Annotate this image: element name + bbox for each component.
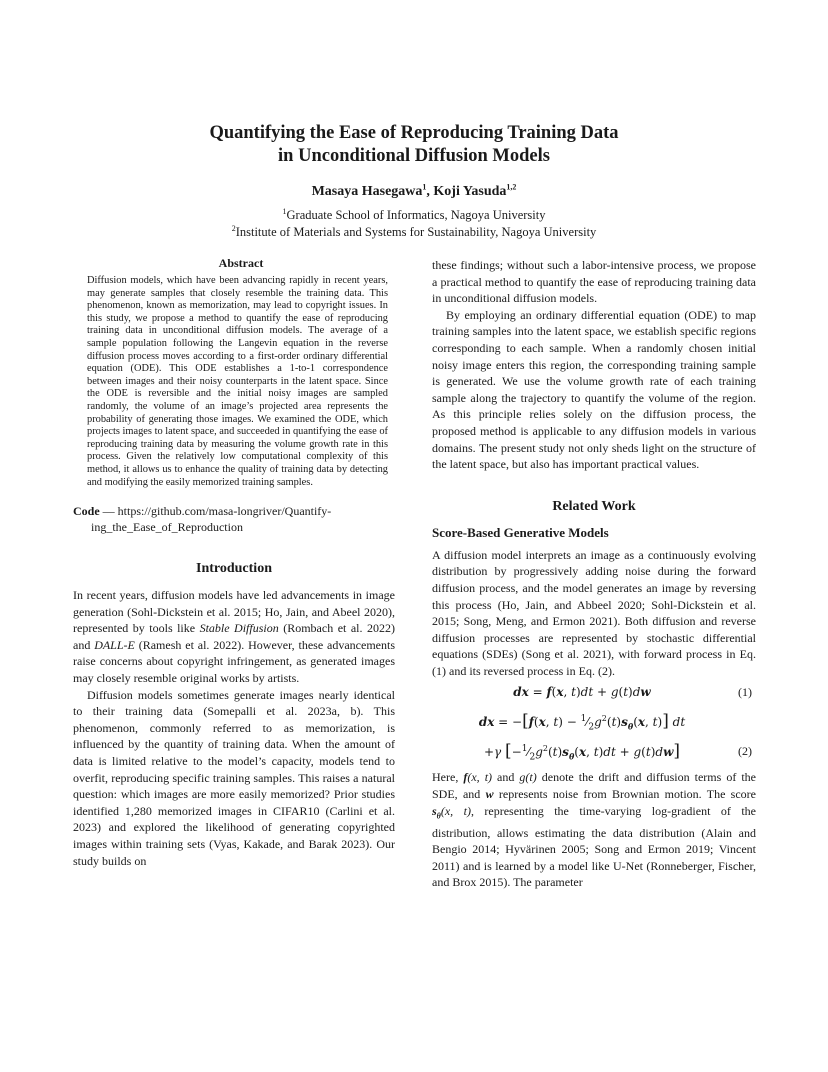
right-column [432,256,756,891]
section-heading-introduction: Introduction [196,561,272,577]
text-run: and [492,770,520,785]
paper-title [0,122,828,168]
code-url-part-1[interactable]: https://github.com/masa-longriver/Quantify- [117,504,332,519]
math-s: s [432,803,437,818]
code-link-line [73,503,395,535]
author-separator: , [426,184,434,199]
section-heading-related-work: Related Work [552,498,636,514]
emphasis-stable-diffusion: Stable Diffusion [199,621,279,636]
equation-2-number: (2) [738,744,752,759]
equation-2-body-line-2: +γ [$-^1⁄_2g^2(t)s_\theta(x$, t)dt + g(t)dw] [483,741,681,763]
author-list [0,184,828,200]
related-paragraph-1: A diffusion model interprets an image as a continuously evolving distribution by progressively adding noise during the forward diffusion process, and the model generates an image by reversing this process (Ho, Jain, and Abbeel 2020; Sohl-Dickstein et al. 2015; Song, Meng, and Ermon 2021). Both diffusion and reverse diffusion processes are represented by stochastic differential equations (SDEs) (Song et al. 2021), with forward process in Eq. (1) and its reversed process in Eq. (2). [432,547,756,678]
author-affiliation-mark: 1 [422,182,427,192]
text-run: (Rombach et al. 2022) and [73,621,395,652]
abstract-heading: Abstract [218,256,264,270]
equation-1 [432,683,756,705]
affiliation-mark: 2 [231,223,236,233]
affiliation-1 [0,208,828,223]
related-paragraph-2 [432,769,756,891]
author-affiliation-mark: 1,2 [506,182,517,192]
math-args: (x, t) [467,770,493,785]
math-args: (x, t) [440,803,471,818]
math-theta: θ [436,811,441,821]
affiliation-mark: 1 [282,206,287,216]
text-run: (Ramesh et al. 2022). However, these advancements raise concerns about copyright infringement, as generated images may closely resemble original works by artists. [73,637,395,686]
intro-paragraph-3: By employing an ordinary differential equation (ODE) to map training samples into the latent space, we establish specific regions corresponding to each sample. When a randomly chosen initial noisy image enters this region, the corresponding training sample is generated. We use the volume growth rate of each training sample along the trajectory to quantify the volume of the region. As this principle relies solely on the diffusion process, the proposed method is applicable to any diffusion models in various domains. The present study not only sheds light on the structure of the latent space, but also has important practical values. [432,307,756,472]
affiliation-2 [0,225,828,240]
text-run: denote the drift and diffusion terms of the SDE, and [432,770,757,802]
subsection-heading-score-based: Score-Based Generative Models [432,524,609,540]
math-f: f [463,770,468,785]
code-url-part-2[interactable]: ing_the_Ease_of_Reproduction [91,520,243,535]
intro-paragraph-1 [73,587,395,687]
text-run: represents noise from Brownian motion. The score [493,787,756,802]
equation-2-line-1 [432,705,756,735]
code-label: Code [73,504,100,519]
author-name: Masaya Hasegawa [311,184,423,199]
text-run: , representing the time-varying log-gradient of the distribution, allows estimating the data distribution (Alain and Bengio 2014; Hyvärinen 2005; Song and Ermon 2019; Vincent 2011) and is learned by a model like U-Net (Ronneberger, Fischer, and Brox 2015). The parameter [432,803,756,890]
text-run: Here, [432,770,464,785]
affiliation-text: Graduate School of Informatics, Nagoya University [286,208,546,222]
math-g: g(t) [519,770,537,785]
math-w: w [485,787,494,802]
text-run: In recent years, diffusion models have led advancements in image generation (Sohl-Dickstein et al. 2015; Ho, Jain, and Abeel 2020), represented by tools like [73,588,395,636]
code-separator: — [99,504,118,519]
author-name: Koji Yasuda [433,184,507,199]
intro-paragraph-2: Diffusion models sometimes generate images nearly identical to their training data (Somepalli et al. 2023a, b). This phenomenon, commonly referred to as memorization, is influenced by the quantity of training data. When the amount of data is limited relative to the model’s capacity, models tend to overfit, reproducing specific training samples. This raises a natural question: which images are more easily memorized? Prior studies identified 1,280 memorized images in CIFAR10 (Carlini et al. 2023) and explored the likelihood of generating copyrighted images within training sets (Vyas, Kakade, and Barak 2023). Our study builds on [73,687,395,868]
title-line-1: Quantifying the Ease of Reproducing Training Data [209,123,619,143]
intro-paragraph-2-continued: these findings; without such a labor-intensive process, we propose a practical method to quantify the ease of reproducing training data in unconditional diffusion models. [432,258,756,306]
title-line-2: in Unconditional Diffusion Models [278,146,550,166]
affiliation-text: Institute of Materials and Systems for Sustainability, Nagoya University [235,225,597,239]
left-column [73,256,395,869]
abstract-text: Diffusion models, which have been advancing rapidly in recent years, may generate samples that closely resemble the training data. This phenomenon, known as memorization, may lead to copyright issues. In this study, we propose a method to quantify the ease of reproducing training data in unconditional diffusion models. The average of a sample population following the Langevin equation in the reverse diffusion process moves according to a first-order ordinary differential equation (ODE). This ODE establishes a 1-to-1 correspondence between images and their noisy counterparts in the latent space. Since the ODE is reversible and the initial noisy images are sampled randomly, the volume of an image’s projected area represents the probability of generating those images. We examined the ODE, which projects images to latent space, and succeeded in quantifying the ease of reproducing training data by measuring the volume growth rate in this process. Given the relatively low computational complexity of this method, it allows us to enhance the quality of training data by detecting and modifying the easily memorized training samples. [87,275,388,488]
equation-1-body: dx = f(x, t)dt + g(t)dw [513,685,651,700]
equation-2-line-2 [432,735,756,769]
equation-2-body-line-1: dx = −[f(x, $t) - ^1⁄_2g^2(t)s_\theta(x$, t)] dt [478,711,686,733]
equation-1-number: (1) [738,685,752,700]
emphasis-dall-e: DALL-E [94,637,135,652]
